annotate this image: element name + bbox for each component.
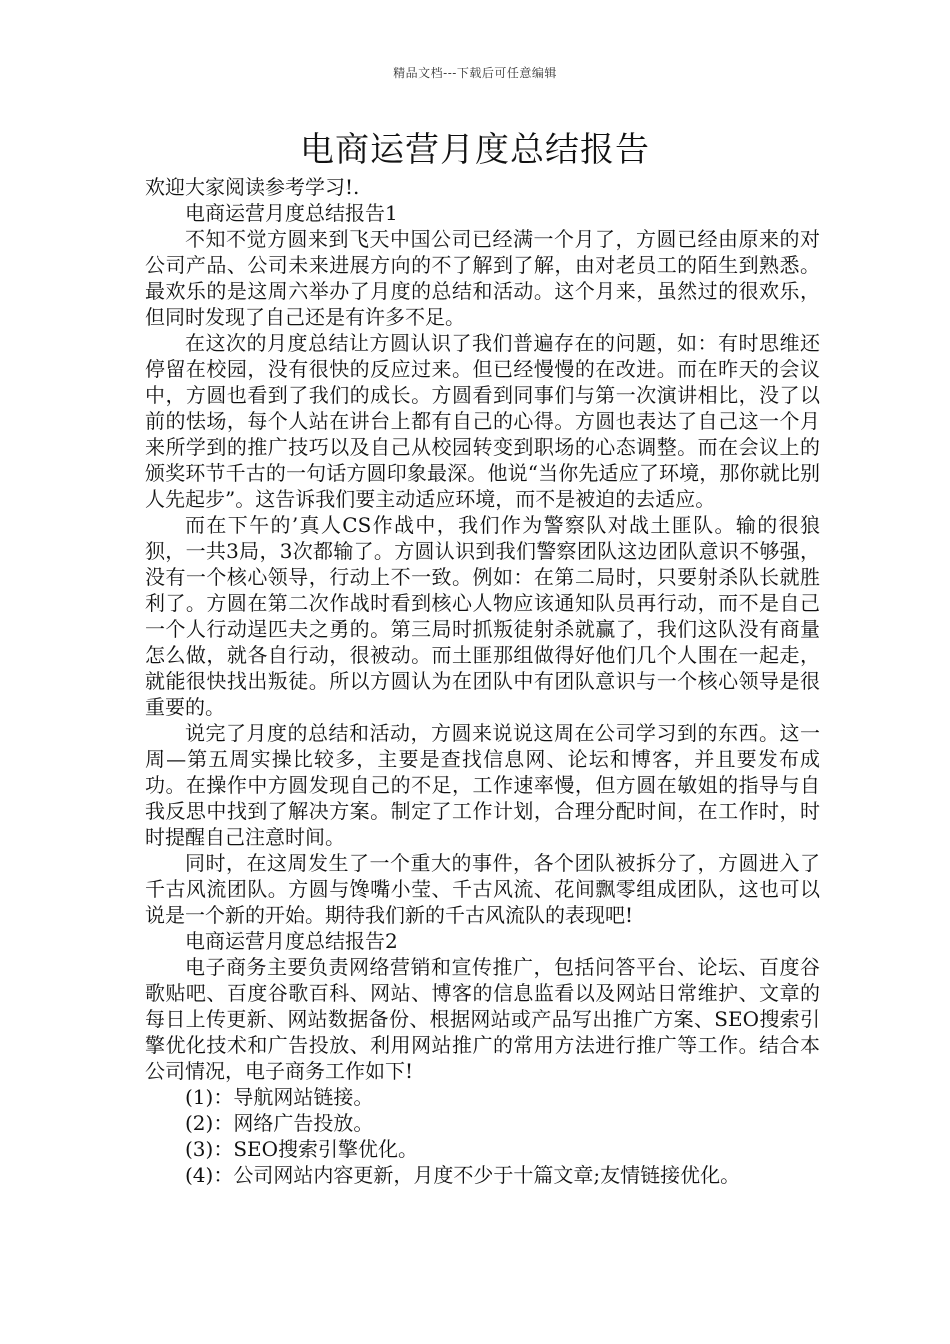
list-item: (3)：SEO搜索引擎优化。 <box>185 1137 419 1161</box>
header-note: 精品文档---下载后可任意编辑 <box>393 66 557 80</box>
section-heading-report-2: 电商运营月度总结报告2 <box>185 929 398 953</box>
paragraph-welcome: 欢迎大家阅读参考学习!. <box>145 175 360 199</box>
list-item: (2)：网络广告投放。 <box>185 1111 374 1135</box>
list-item: (1)：导航网站链接。 <box>185 1085 374 1109</box>
paragraph: 说完了月度的总结和活动，方圆来说说这周在公司学习到的东西。这一周—第五周实操比较多，主要是查找信息网、论坛和博客，并且要发布成功。在操作中方圆发现自己的不足，工作速率慢，但方圆在敏姐的指导与自我反思中找到了解决方案。制定了工作计划，合理分配时间，在工作时，时时提醒自己注意时间。 <box>145 721 820 849</box>
paragraph: 而在下午的’真人CS作战中，我们作为警察队对战土匪队。输的很狼狈，一共3局，3次都输了。方圆认识到我们警察团队这边团队意识不够强，没有一个核心领导，行动上不一致。例如：在第二局时，只要射杀队长就胜利了。方圆在第二次作战时看到核心人物应该通知队员再行动，而不是自己一个人行动逞匹夫之勇的。第三局时抓叛徒射杀就赢了，我们这队没有商量怎么做，就各自行动，很被动。而土匪那组做得好他们几个人围在一起走，就能很快找出叛徒。所以方圆认为在团队中有团队意识与一个核心领导是很重要的。 <box>145 513 820 719</box>
list-item: (4)：公司网站内容更新，月度不少于十篇文章;友情链接优化。 <box>185 1163 741 1187</box>
paragraph: 在这次的月度总结让方圆认识了我们普遍存在的问题，如：有时思维还停留在校园，没有很快的反应过来。但已经慢慢的在改进。而在昨天的会议中，方圆也看到了我们的成长。方圆看到同事们与第一次演讲相比，没了以前的怯场，每个人站在讲台上都有自己的心得。方圆也表达了自己这一个月来所学到的推广技巧以及自己从校园转变到职场的心态调整。而在会议上的颁奖环节千古的一句话方圆印象最深。他说“当你先适应了环境，那你就比别人先起步”。这告诉我们要主动适应环境，而不是被迫的去适应。 <box>145 331 820 511</box>
document-title: 电商运营月度总结报告 <box>300 130 650 170</box>
paragraph: 电子商务主要负责网络营销和宣传推广，包括问答平台、论坛、百度谷歌贴吧、百度谷歌百科、网站、博客的信息监看以及网站日常维护、文章的每日上传更新、网站数据备份、根据网站或产品写出推广方案、SEO搜索引擎优化技术和广告投放、利用网站推广的常用方法进行推广等工作。结合本公司情况，电子商务工作如下! <box>145 955 820 1083</box>
paragraph: 不知不觉方圆来到飞天中国公司已经满一个月了，方圆已经由原来的对公司产品、公司未来进展方向的不了解到了解，由对老员工的陌生到熟悉。最欢乐的是这周六举办了月度的总结和活动。这个月来，虽然过的很欢乐，但同时发现了自己还是有许多不足。 <box>145 227 820 329</box>
section-heading-report-1: 电商运营月度总结报告1 <box>185 201 398 225</box>
paragraph: 同时，在这周发生了一个重大的事件，各个团队被拆分了，方圆进入了千古风流团队。方圆与馋嘴小莹、千古风流、花间飘零组成团队，这也可以说是一个新的开始。期待我们新的千古风流队的表现吧! <box>145 851 820 927</box>
document-body <box>145 174 820 1188</box>
